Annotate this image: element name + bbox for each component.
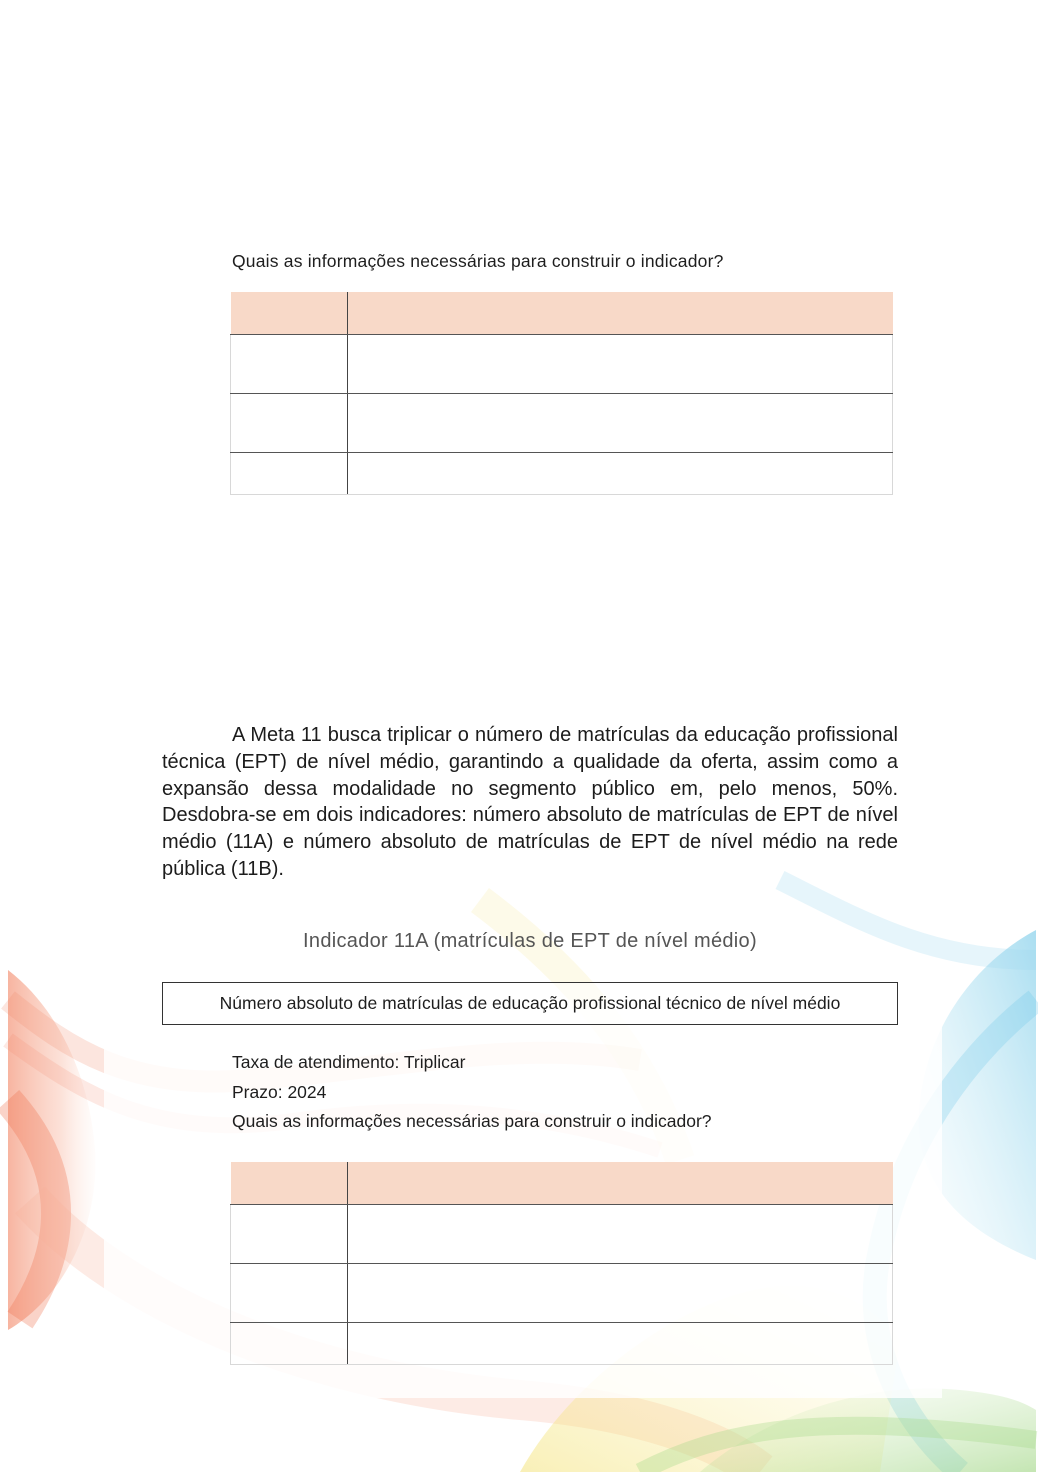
table-header-cell: [231, 292, 348, 334]
table-row: [231, 1263, 893, 1322]
table-cell: [348, 1204, 893, 1263]
table-cell: [348, 1322, 893, 1364]
table-header-cell: [348, 292, 893, 334]
table-cell: [348, 452, 893, 494]
table-row: [231, 1204, 893, 1263]
table-cell: [348, 334, 893, 393]
table-cell: [231, 1204, 348, 1263]
table-header-row: [231, 1162, 893, 1204]
table-cell: [231, 452, 348, 494]
table-row: [231, 334, 893, 393]
table-header-cell: [348, 1162, 893, 1204]
question-heading-2: Quais as informações necessárias para construir o indicador?: [232, 1111, 712, 1131]
table-cell: [231, 334, 348, 393]
table-row: [231, 1322, 893, 1364]
info-table-1: [230, 292, 893, 495]
info-table-2: [230, 1162, 893, 1365]
table-row: [231, 452, 893, 494]
taxa-atendimento: Taxa de atendimento: Triplicar: [232, 1052, 466, 1072]
table-cell: [348, 393, 893, 452]
table-cell: [231, 1322, 348, 1364]
indicator-title: Indicador 11A (matrículas de EPT de nível médio): [303, 930, 757, 952]
table-header-row: [231, 292, 893, 334]
indicator-description-box: [162, 982, 898, 1025]
table-cell: [231, 393, 348, 452]
prazo: Prazo: 2024: [232, 1082, 327, 1102]
table-cell: [348, 1263, 893, 1322]
meta-11-paragraph: A Meta 11 busca triplicar o número de matrículas da educação profissional técnica (EPT) de nível médio, garantindo a qualidade da oferta, assim como a expansão dessa modalidade no segmento público em, pelo menos, 50%. Desdobra-se em dois indicadores: número absoluto de matrículas de EPT de nível médio (11A) e número absoluto de matrículas de EPT de nível médio na rede pública (11B).: [162, 724, 898, 880]
table-header-cell: [231, 1162, 348, 1204]
table-row: [231, 393, 893, 452]
question-heading-1: Quais as informações necessárias para construir o indicador?: [232, 251, 724, 271]
indicator-description: Número absoluto de matrículas de educação profissional técnico de nível médio: [219, 993, 841, 1013]
table-cell: [231, 1263, 348, 1322]
